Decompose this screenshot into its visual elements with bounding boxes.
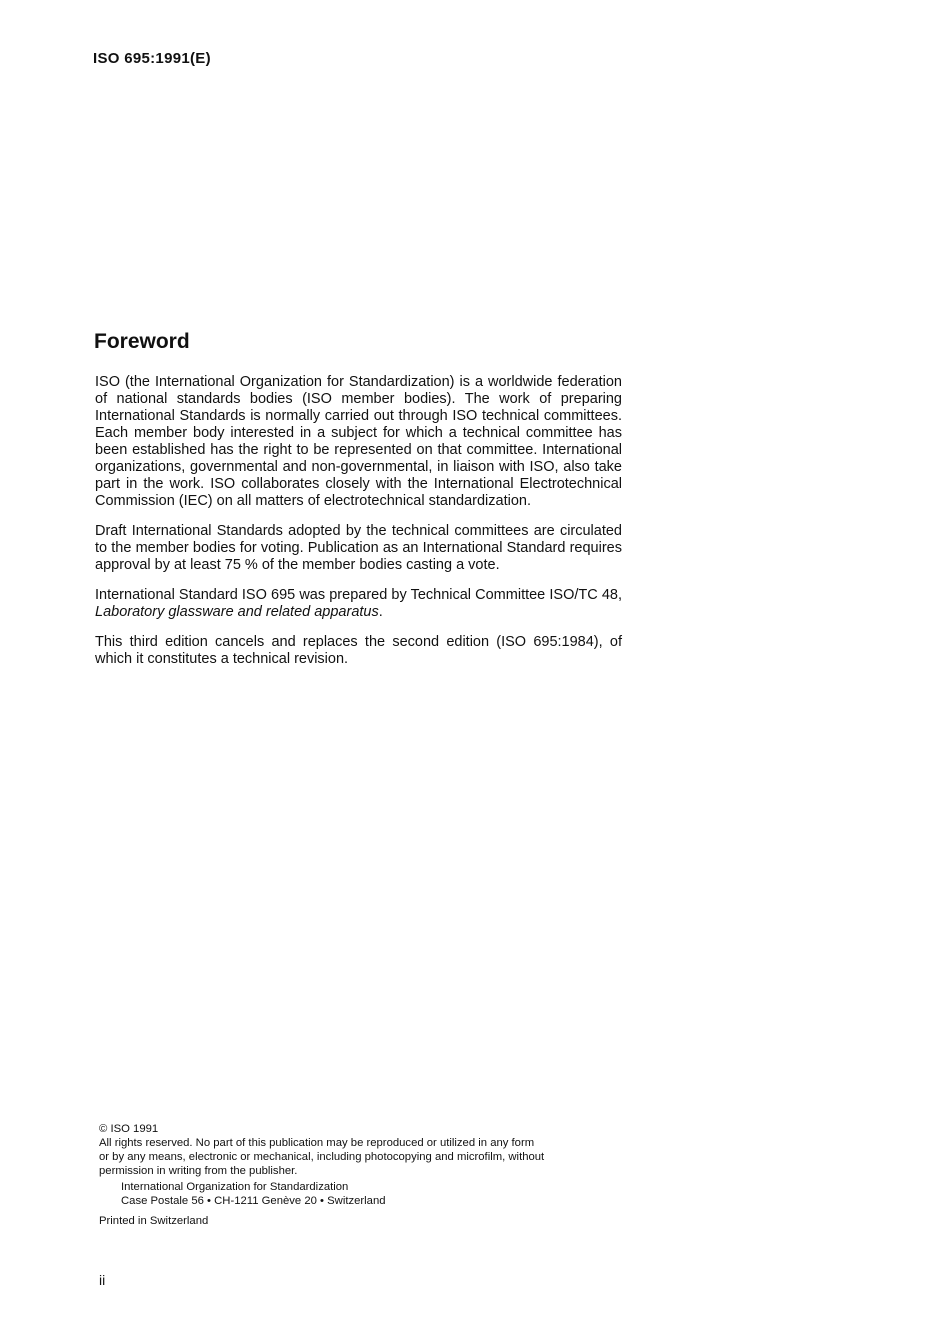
foreword-body	[95, 374, 622, 681]
committee-title: Laboratory glassware and related apparatus	[95, 604, 379, 620]
foreword-paragraph-1: ISO (the International Organization for Standardization) is a worldwide federation of national standards bodies (ISO member bodies). The work of preparing International Standards is normally carried out through ISO technical committees. Each member body interested in a subject for which a technical committee has been established has the right to be represented on that committee. International organizations, governmental and non-governmental, in liaison with ISO, also take part in the work. ISO collaborates closely with the International Electrotechnical Commission (IEC) on all matters of electrotechnical standardization.	[95, 374, 622, 509]
rights-line-2: or by any means, electronic or mechanical, including photocopying and microfilm, without	[99, 1151, 545, 1163]
printed-in: Printed in Switzerland	[99, 1215, 209, 1227]
page-number: ii	[99, 1272, 106, 1288]
rights-line-3: permission in writing from the publisher.	[99, 1165, 298, 1177]
foreword-paragraph-2: Draft International Standards adopted by the technical committees are circulated to the member bodies for voting. Publication as an International Standard requires approval by at least 75 % of the member bodies casting a vote.	[95, 523, 622, 573]
rights-line-1: All rights reserved. No part of this publication may be reproduced or utilized in any form	[99, 1137, 535, 1149]
publisher-address: Case Postale 56 • CH-1211 Genève 20 • Switzerland	[121, 1195, 386, 1207]
document-identifier: ISO 695:1991(E)	[93, 50, 211, 67]
paragraph-3-text: International Standard ISO 695 was prepared by Technical Committee ISO/TC 48,	[95, 587, 622, 603]
foreword-paragraph-4: This third edition cancels and replaces the second edition (ISO 695:1984), of which it constitutes a technical revision.	[95, 634, 622, 667]
paragraph-3-end: .	[378, 604, 383, 620]
copyright-notice	[99, 1122, 629, 1228]
foreword-paragraph-3	[95, 587, 622, 621]
section-title: Foreword	[94, 330, 190, 353]
publisher-name: International Organization for Standardization	[121, 1181, 349, 1193]
copyright-line: © ISO 1991	[99, 1123, 159, 1135]
